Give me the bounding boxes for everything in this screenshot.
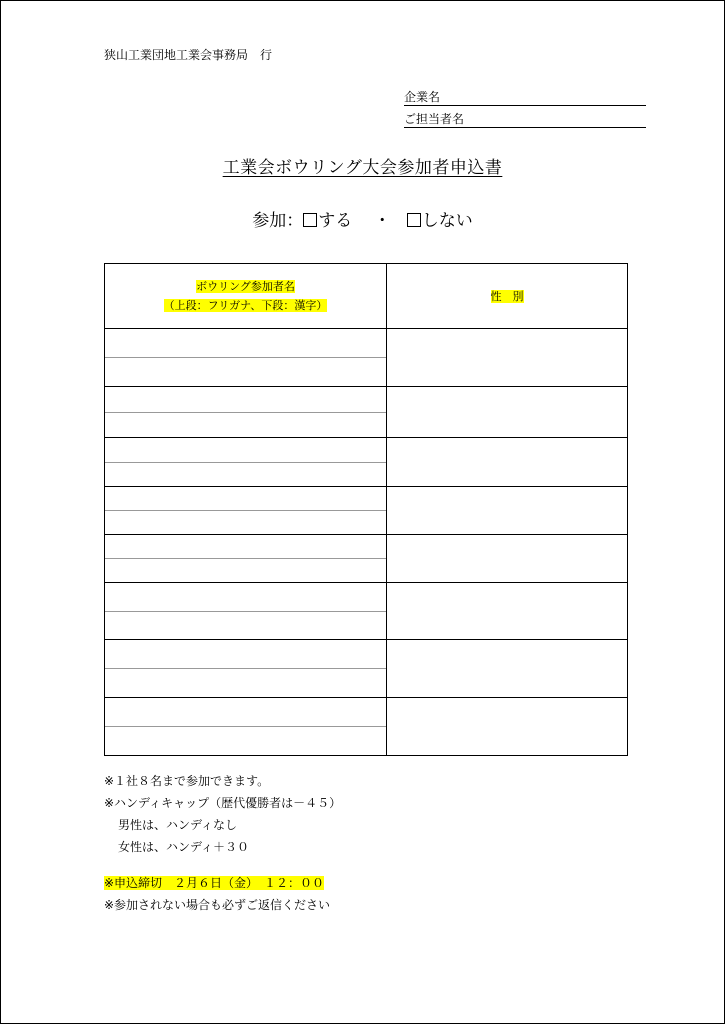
note-deadline: ※申込締切 ２月６日（金） １２：００: [104, 876, 325, 890]
header-name-line2: （上段：フリガナ、下段：漢字）: [163, 299, 328, 312]
gender-cell[interactable]: [387, 438, 628, 487]
kanji-input[interactable]: [105, 727, 386, 755]
contact-person-field[interactable]: ご担当者名: [404, 111, 646, 128]
note-female: 女性は、ハンディ＋３０: [118, 840, 250, 854]
attend-label: する: [318, 211, 353, 231]
participation-line: [0, 206, 725, 231]
table-header-row: [105, 264, 628, 329]
gender-cell[interactable]: [387, 387, 628, 438]
table-row: [105, 640, 628, 698]
gender-cell[interactable]: [387, 698, 628, 756]
company-name-field[interactable]: 企業名: [404, 89, 646, 106]
table-row: [105, 387, 628, 438]
table-row: [105, 698, 628, 756]
kanji-input[interactable]: [105, 612, 386, 640]
name-cell: [105, 698, 387, 756]
gender-cell[interactable]: [387, 583, 628, 640]
kanji-input[interactable]: [105, 358, 386, 386]
header-gender: 性 別: [490, 289, 524, 303]
furigana-input[interactable]: [105, 640, 386, 669]
name-cell: [105, 640, 387, 698]
furigana-input[interactable]: [105, 535, 386, 559]
participation-label: 参加：: [252, 211, 304, 231]
kanji-input[interactable]: [105, 669, 386, 697]
kanji-input[interactable]: [105, 511, 386, 534]
decline-label: しない: [421, 211, 473, 231]
table-row: [105, 535, 628, 583]
name-cell: [105, 487, 387, 535]
name-cell: [105, 438, 387, 487]
name-cell: [105, 387, 387, 438]
header-name-cell: [105, 264, 387, 329]
gender-cell[interactable]: [387, 329, 628, 387]
note-reply: ※参加されない場合も必ずご返信ください: [104, 898, 331, 912]
furigana-input[interactable]: [105, 698, 386, 727]
furigana-input[interactable]: [105, 329, 386, 358]
kanji-input[interactable]: [105, 559, 386, 582]
participant-table: [104, 263, 628, 756]
table-row: [105, 329, 628, 387]
kanji-input[interactable]: [105, 413, 386, 438]
table-row: [105, 438, 628, 487]
table-row: [105, 487, 628, 535]
addressee: 狭山工業団地工業会事務局 行: [104, 48, 273, 62]
form-title: [0, 153, 725, 178]
gender-cell[interactable]: [387, 487, 628, 535]
name-cell: [105, 583, 387, 640]
furigana-input[interactable]: [105, 583, 386, 612]
gender-cell[interactable]: [387, 640, 628, 698]
attend-checkbox[interactable]: [303, 213, 317, 227]
table-row: [105, 583, 628, 640]
form-title-text: 工業会ボウリング大会参加者申込書: [222, 158, 503, 178]
gender-cell[interactable]: [387, 535, 628, 583]
note-handicap: ※ハンディキャップ（歴代優勝者は－４５）: [104, 796, 342, 810]
furigana-input[interactable]: [105, 438, 386, 463]
participation-separator: ・: [373, 211, 391, 231]
kanji-input[interactable]: [105, 463, 386, 487]
decline-checkbox[interactable]: [407, 213, 421, 227]
note-male: 男性は、ハンディなし: [118, 818, 238, 832]
header-gender-cell: [387, 264, 628, 329]
furigana-input[interactable]: [105, 387, 386, 413]
notes: [104, 770, 341, 916]
name-cell: [105, 329, 387, 387]
furigana-input[interactable]: [105, 487, 386, 511]
name-cell: [105, 535, 387, 583]
note-limit: ※１社８名まで参加できます。: [104, 774, 270, 788]
header-name-line1: ボウリング参加者名: [196, 280, 295, 293]
